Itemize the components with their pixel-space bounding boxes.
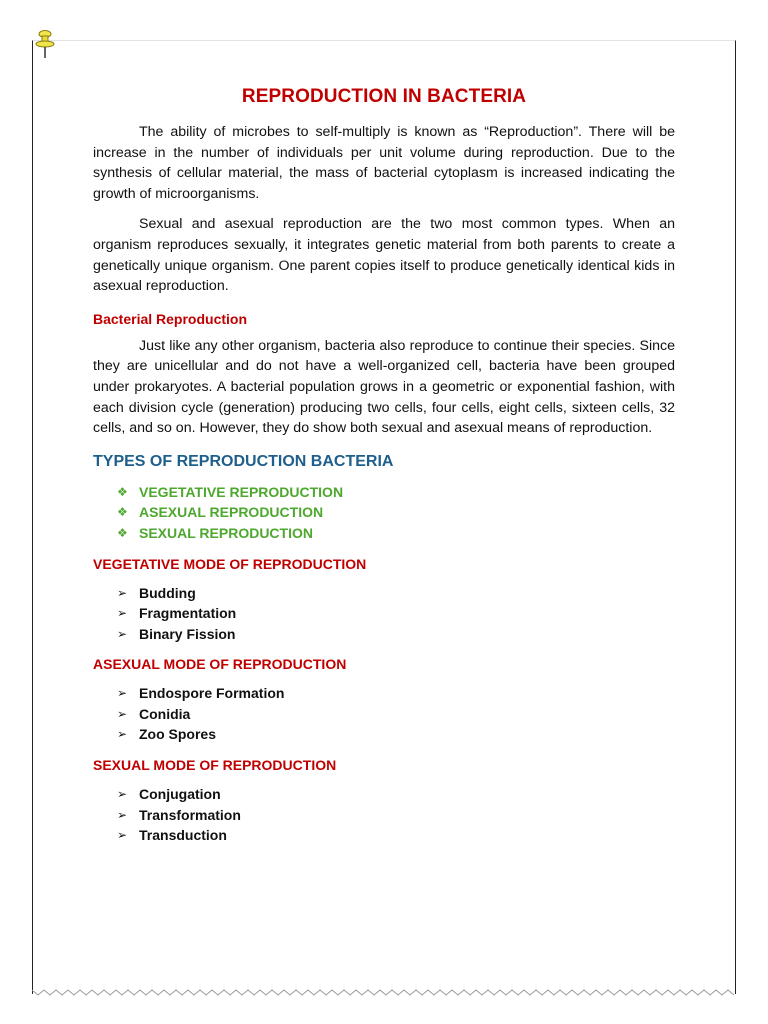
list-item-label: ASEXUAL REPRODUCTION (139, 504, 324, 521)
document-title: REPRODUCTION IN BACTERIA (241, 86, 527, 107)
list-item-label: VEGETATIVE REPRODUCTION (139, 483, 344, 500)
vegetative-mode-list (117, 583, 675, 645)
list-item-label: Fragmentation (139, 605, 237, 622)
arrow-bullet-icon: ➢ (117, 585, 128, 600)
list-item (117, 683, 675, 704)
bacterial-reproduction-paragraph: Just like any other organism, bacteria also reproduce to continue their species. Since they are unicellular and do not have a well-organized cell, bacteria have been grouped under prokaryotes. A bacterial population grows in a geometric or exponential fashion, with each division cycle (generation) producing two cells, four cells, eight cells, sixteen cells, 32 cells, and so on. However, they do show both sexual and asexual means of reproduction. (93, 337, 675, 437)
bacterial-reproduction-heading: Bacterial Reproduction (93, 310, 248, 327)
arrow-bullet-icon: ➢ (117, 706, 128, 721)
list-item (117, 825, 675, 846)
arrow-bullet-icon: ➢ (117, 727, 128, 742)
asexual-mode-heading: ASEXUAL MODE OF REPRODUCTION (93, 656, 347, 673)
sexual-mode-heading: SEXUAL MODE OF REPRODUCTION (93, 757, 337, 774)
list-item (117, 603, 675, 624)
arrow-bullet-icon: ➢ (117, 686, 128, 701)
list-item-label: Budding (139, 584, 196, 601)
list-item (117, 482, 675, 503)
diamond-bullet-icon: ❖ (117, 525, 128, 540)
arrow-bullet-icon: ➢ (117, 606, 128, 621)
list-item (117, 523, 675, 544)
list-item (117, 805, 675, 826)
page-bottom-edge (32, 986, 736, 998)
list-item (117, 624, 675, 645)
types-heading: TYPES OF REPRODUCTION BACTERIA (93, 452, 394, 470)
list-item (117, 784, 675, 805)
list-item (117, 704, 675, 725)
vegetative-mode-heading: VEGETATIVE MODE OF REPRODUCTION (93, 555, 367, 572)
list-item (117, 502, 675, 523)
list-item-label: Zoo Spores (139, 726, 217, 743)
list-item-label: Binary Fission (139, 625, 236, 642)
intro-paragraph-1: The ability of microbes to self-multiply is known as “Reproduction”. There will be increase in the number of individuals per unit volume during reproduction. Due to the synthesis of cellular material, the mass of bacterial cytoplasm is increased indicating the growth of microorganisms. (93, 124, 675, 202)
types-list (117, 482, 675, 544)
arrow-bullet-icon: ➢ (117, 807, 128, 822)
list-item-label: Transformation (139, 806, 241, 823)
arrow-bullet-icon: ➢ (117, 626, 128, 641)
diamond-bullet-icon: ❖ (117, 484, 128, 499)
list-item (117, 724, 675, 745)
asexual-mode-list (117, 683, 675, 745)
list-item (117, 583, 675, 604)
sexual-mode-list (117, 784, 675, 846)
diamond-bullet-icon: ❖ (117, 505, 128, 520)
pushpin-icon[interactable] (34, 29, 56, 59)
document-content (93, 86, 675, 858)
list-item-label: Endospore Formation (139, 685, 285, 702)
list-item-label: SEXUAL REPRODUCTION (139, 524, 313, 541)
list-item-label: Transduction (139, 827, 227, 844)
arrow-bullet-icon: ➢ (117, 828, 128, 843)
arrow-bullet-icon: ➢ (117, 787, 128, 802)
list-item-label: Conjugation (139, 786, 221, 803)
list-item-label: Conidia (139, 705, 191, 722)
intro-paragraph-2: Sexual and asexual reproduction are the two most common types. When an organism reproduces sexually, it integrates genetic material from both parents to create a genetically unique organism. One parent copies itself to produce genetically identical kids in asexual reproduction. (93, 216, 675, 295)
